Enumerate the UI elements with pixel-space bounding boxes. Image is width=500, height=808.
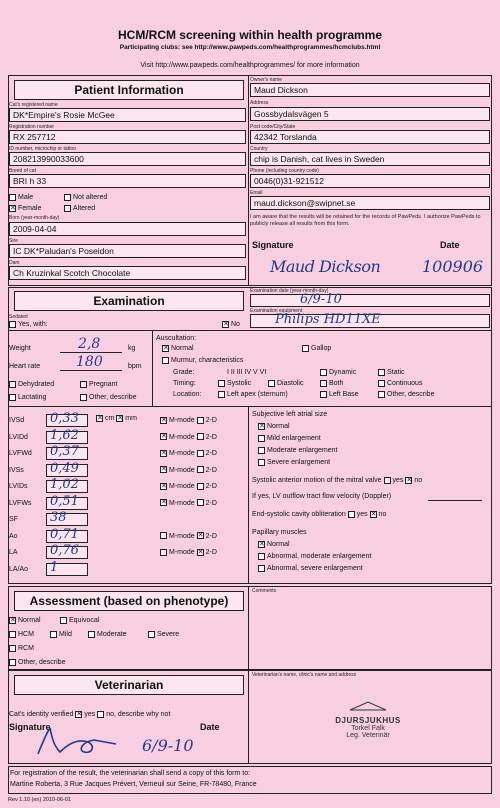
- mode-choice: [160, 482, 217, 491]
- vet-divider: [248, 670, 249, 764]
- female-checkbox[interactable]: [9, 205, 16, 212]
- ausc-normal-checkbox[interactable]: [162, 345, 169, 352]
- both-label: Both: [329, 380, 344, 387]
- left-base-label: Left Base: [329, 391, 359, 398]
- dynamic-row[interactable]: [320, 368, 356, 377]
- measurement-value: 0,76: [50, 543, 79, 558]
- rcm-checkbox[interactable]: [9, 645, 16, 652]
- sire-field[interactable]: IC DK*Paludan's Poseidon: [9, 244, 246, 258]
- sedated-label: Sedated: [9, 314, 28, 320]
- twod-checkbox[interactable]: [197, 466, 204, 473]
- twod-checkbox[interactable]: [197, 499, 204, 506]
- country-field[interactable]: chip is Danish, cat lives in Sweden: [250, 152, 490, 166]
- hr-label: Heart rate: [9, 363, 41, 370]
- owner-signature: Maud Dickson: [270, 257, 381, 276]
- measurement-label: SF: [9, 516, 18, 523]
- murmur-label: Murmur, characteristics: [171, 357, 244, 364]
- pap-normal-row[interactable]: [258, 540, 290, 549]
- vet-stamp: [320, 698, 416, 739]
- footer-line1: For registration of the result, the veterinarian shall send a copy of this form to:: [10, 770, 251, 777]
- severe-checkbox[interactable]: [258, 459, 265, 466]
- comments-divider: [248, 586, 249, 670]
- continuous-checkbox[interactable]: [378, 380, 385, 387]
- dam-field[interactable]: Ch Kruzinkal Scotch Chocolate: [9, 266, 246, 280]
- assess-severe-label: Severe: [157, 631, 180, 638]
- breed-field[interactable]: BRI h 33: [9, 174, 246, 188]
- location-label: Location:: [173, 391, 202, 398]
- systolic-checkbox[interactable]: [218, 380, 225, 387]
- dynamic-label: Dynamic: [329, 369, 357, 376]
- systolic-label: Systolic: [227, 380, 252, 387]
- left-base-checkbox[interactable]: [320, 391, 327, 398]
- mode-choice: [160, 548, 217, 557]
- twod-checkbox[interactable]: [197, 483, 204, 490]
- cm-checkbox[interactable]: [96, 415, 103, 422]
- other-describe-label: Other, describe: [89, 394, 137, 401]
- twod-label: 2-D: [205, 417, 217, 424]
- measurement-label: LA/Ao: [9, 565, 29, 573]
- measurement-label: IVSd: [9, 417, 25, 424]
- stamp-title: Leg. Veterinär: [346, 732, 390, 739]
- no-label: No: [231, 321, 240, 328]
- hcm-checkbox[interactable]: [9, 631, 16, 638]
- mmode-label: M-mode: [169, 450, 195, 457]
- measurement-label: LVFWd: [9, 450, 32, 457]
- address-field[interactable]: Gossbydalsvägen 5: [250, 107, 490, 121]
- left-apex-label: Left apex (sternum): [227, 391, 288, 398]
- murmur-row[interactable]: [162, 356, 243, 365]
- altered-label: Altered: [73, 205, 96, 212]
- twod-label: 2-D: [205, 549, 217, 556]
- pap-mod-checkbox[interactable]: [258, 553, 265, 560]
- static-row[interactable]: [378, 368, 405, 377]
- mild-checkbox[interactable]: [258, 435, 265, 442]
- mmode-checkbox[interactable]: [160, 450, 167, 457]
- measurement-label: IVSs: [9, 466, 24, 474]
- equivocal-checkbox[interactable]: [60, 617, 67, 624]
- sam-row: [252, 476, 422, 485]
- pregnant-checkbox[interactable]: [80, 381, 87, 388]
- mm-checkbox[interactable]: [116, 415, 123, 422]
- sedated-no-checkbox[interactable]: [222, 321, 229, 328]
- gallop-checkbox[interactable]: [302, 345, 309, 352]
- form-title: HCM/RCM screening within health programme: [117, 28, 383, 42]
- dam-label: Dam: [9, 260, 20, 266]
- not-altered-row[interactable]: [64, 193, 107, 202]
- subj-normal-checkbox[interactable]: [258, 423, 265, 430]
- exam-date: 6/9-10: [300, 292, 342, 307]
- owner-sig-date: 100906: [422, 257, 484, 276]
- comments-label: Comments: [252, 588, 277, 594]
- ausc-normal-label: Normal: [171, 345, 194, 352]
- grade-label: Grade:: [173, 369, 195, 376]
- cm-label: cm: [105, 415, 115, 422]
- assess-normal-checkbox[interactable]: [9, 617, 16, 624]
- lactating-checkbox[interactable]: [9, 394, 16, 401]
- hcm-row[interactable]: [9, 630, 34, 639]
- mmode-checkbox[interactable]: [160, 417, 167, 424]
- pap-sev-checkbox[interactable]: [258, 565, 265, 572]
- pap-normal-label: Normal: [267, 541, 290, 548]
- lactating-label: Lactating: [18, 394, 47, 401]
- static-checkbox[interactable]: [378, 369, 385, 376]
- pap-mod-label: Abnormal, moderate enlargement: [267, 553, 372, 560]
- mode-choice: [160, 499, 217, 508]
- pap-sev-row[interactable]: [258, 564, 363, 573]
- sedated-yes-row[interactable]: [9, 320, 48, 329]
- mode-choice: [160, 416, 217, 425]
- exam-date-label: Examination date (year-month-day): [250, 288, 329, 294]
- eso-yes-label: yes: [356, 511, 368, 518]
- twod-checkbox[interactable]: [197, 417, 204, 424]
- female-label: Female: [18, 205, 42, 212]
- weight-value: 2,8: [78, 336, 101, 352]
- identity-row: [9, 710, 170, 719]
- moderate-label: Moderate enlargement: [267, 447, 338, 454]
- unit-choice: [96, 414, 137, 423]
- consent-text: I am aware that the results will be retained for the records of PawPeds. I authorize PawPeds to publicly release all results from this form.: [250, 214, 481, 227]
- measurement-value: 0,49: [50, 460, 79, 476]
- measurement-label: LVIDs: [9, 483, 28, 490]
- exam-title: Examination: [93, 294, 165, 308]
- diastolic-row[interactable]: [268, 379, 303, 388]
- mmode-label: M-mode: [169, 433, 195, 441]
- assess-other-row[interactable]: [9, 658, 65, 667]
- stamp-name: Torkel Falk: [351, 725, 385, 732]
- measurement-value: 0,37: [50, 444, 79, 459]
- sam-label: Systolic anterior motion of the mitral valve: [252, 477, 382, 484]
- reg-field[interactable]: RX 257712: [9, 130, 246, 144]
- mode-choice: [160, 433, 217, 442]
- pap-sev-label: Abnormal, severe enlargement: [267, 565, 363, 572]
- severe-label: Severe enlargement: [267, 459, 331, 466]
- twod-label: 2-D: [205, 433, 217, 441]
- assess-mild-checkbox[interactable]: [50, 631, 57, 638]
- patient-title: Patient Information: [74, 83, 184, 97]
- mmode-label: M-mode: [169, 483, 195, 490]
- assess-mild-row[interactable]: [50, 630, 72, 639]
- vet-date-label: Date: [200, 722, 220, 732]
- born-label: Born (year-month-day): [9, 215, 60, 221]
- ausc-divider: [152, 330, 153, 406]
- not-altered-label: Not altered: [73, 194, 108, 201]
- gallop-label: Gallop: [311, 345, 332, 352]
- dehydrated-label: Dehydrated: [18, 381, 55, 388]
- timing-label: Timing:: [173, 380, 196, 387]
- owner-name-field[interactable]: Maud Dickson: [250, 83, 490, 97]
- stamp-clinic: DJURSJUKHUS: [335, 716, 401, 725]
- mmode-label: M-mode: [169, 532, 195, 540]
- lactating-row[interactable]: [9, 393, 46, 402]
- reg-label: Registration number: [9, 124, 55, 130]
- grades: I II III IV V VI: [227, 369, 267, 376]
- mmode-checkbox[interactable]: [160, 549, 167, 556]
- male-label: Male: [18, 194, 34, 201]
- eso-no-checkbox[interactable]: [370, 511, 377, 518]
- exam-date-field[interactable]: [250, 294, 490, 307]
- owner-name-label: Owner's name: [250, 77, 283, 83]
- assess-moderate-checkbox[interactable]: [88, 631, 95, 638]
- dehydrated-checkbox[interactable]: [9, 381, 16, 388]
- born-field[interactable]: 2009-04-04: [9, 222, 246, 236]
- dehydrated-row[interactable]: [9, 380, 54, 389]
- other-describe-checkbox[interactable]: [80, 394, 87, 401]
- both-row[interactable]: [320, 379, 343, 388]
- sire-label: Sire: [9, 238, 18, 244]
- measurement-label: LVIDd: [9, 433, 28, 441]
- twod-checkbox[interactable]: [197, 549, 204, 556]
- cat-name-label: Cat's registered name: [9, 102, 58, 108]
- breed-label: Breed of cat: [9, 168, 36, 174]
- sam-no-label: no: [414, 477, 423, 484]
- equip: Philips HD11XE: [275, 312, 381, 327]
- measurement-value: 1: [50, 559, 59, 575]
- diastolic-checkbox[interactable]: [268, 380, 275, 387]
- assess-moderate-row[interactable]: [88, 630, 127, 639]
- lvot-label: If yes, LV outflow tract flow velocity (Doppler): [252, 493, 392, 500]
- identity-yes-label: yes: [84, 711, 96, 718]
- assess-other-checkbox[interactable]: [9, 659, 16, 666]
- measurement-label: LA: [9, 549, 18, 556]
- left-apex-checkbox[interactable]: [218, 391, 225, 398]
- patient-divider: [248, 75, 249, 286]
- lvot-line: [428, 500, 482, 501]
- altered-checkbox[interactable]: [64, 205, 71, 212]
- country-label: Country: [250, 146, 268, 152]
- pregnant-row[interactable]: [80, 380, 117, 389]
- continuous-label: Continuous: [387, 380, 423, 387]
- dynamic-checkbox[interactable]: [320, 369, 327, 376]
- vet-signature-label: Signature: [9, 722, 51, 732]
- weight-label: Weight: [9, 345, 31, 352]
- rev-text: Rev 1.10 (en) 2010-06-01: [8, 797, 71, 803]
- vet-title: Veterinarian: [94, 678, 164, 692]
- static-label: Static: [387, 369, 405, 376]
- mm-label: mm: [125, 415, 137, 422]
- assess-other-label: Other, describe: [18, 659, 66, 666]
- mild-label: Mild enlargement: [267, 435, 321, 442]
- twod-checkbox[interactable]: [197, 433, 204, 440]
- both-checkbox[interactable]: [320, 380, 327, 387]
- sex-female-row[interactable]: [9, 204, 41, 213]
- hr-line: [60, 370, 122, 371]
- vet-date: 6/9-10: [142, 736, 194, 755]
- pap-title: Papillary muscles: [252, 529, 307, 536]
- measurement-value: 0,33: [50, 411, 79, 426]
- identity-no-label: no, describe why not: [106, 711, 171, 718]
- murmur-checkbox[interactable]: [162, 357, 169, 364]
- eso-yes-checkbox[interactable]: [348, 511, 355, 518]
- diastolic-label: Diastolic: [277, 380, 304, 387]
- assess-normal-label: Normal: [18, 617, 41, 624]
- measurement-value: 0,71: [50, 526, 79, 542]
- not-altered-checkbox[interactable]: [64, 194, 71, 201]
- yes-with-label: Yes, with:: [18, 321, 48, 328]
- weight-unit: kg: [128, 345, 136, 352]
- id-label: ID number, microchip or tattoo: [9, 146, 76, 152]
- eso-row: [252, 510, 386, 519]
- eso-label: End-systolic cavity obliteration: [252, 511, 346, 518]
- twod-label: 2-D: [205, 532, 217, 540]
- cat-name-field[interactable]: DK*Empire's Rosie McGee: [9, 108, 246, 122]
- mode-choice: [160, 532, 217, 541]
- owner-date-label: Date: [440, 240, 460, 250]
- mode-choice: [160, 449, 217, 458]
- mmode-label: M-mode: [169, 466, 195, 474]
- subj-title: Subjective left atrial size: [252, 411, 328, 418]
- ausc-other-row[interactable]: [378, 390, 434, 399]
- exam-sep-1: [8, 330, 492, 331]
- mmode-checkbox[interactable]: [160, 466, 167, 473]
- sam-no-checkbox[interactable]: [405, 477, 412, 484]
- altered-row[interactable]: [64, 204, 95, 213]
- eso-no-label: no: [378, 511, 387, 518]
- mode-choice: [160, 466, 217, 475]
- assess-mild-label: Mild: [59, 631, 72, 638]
- equip-label: Examination equipment: [250, 308, 303, 314]
- email-field[interactable]: maud.dickson@swipnet.se: [250, 196, 490, 210]
- mmode-label: M-mode: [169, 499, 195, 507]
- measurement-value: 38: [50, 510, 67, 525]
- phone-label: Phone (including country code): [250, 168, 319, 174]
- measurement-label: Ao: [9, 532, 18, 540]
- assessment-title: Assessment (based on phenotype): [29, 594, 229, 608]
- identity-no-checkbox[interactable]: [97, 711, 104, 718]
- id-field[interactable]: 208213990033600: [9, 152, 246, 166]
- owner-signature-label: Signature: [252, 240, 294, 250]
- subj-normal-row[interactable]: [258, 422, 290, 431]
- clubs-line: Participating clubs: see http://www.pawpeds.com/healthprogrammes/hcmclubs.html: [119, 44, 381, 51]
- measurement-value: 1,02: [50, 477, 79, 492]
- sam-yes-label: yes: [392, 477, 404, 484]
- sedated-yes-checkbox[interactable]: [9, 321, 16, 328]
- sex-male-row[interactable]: [9, 193, 33, 202]
- systolic-row[interactable]: [218, 379, 251, 388]
- moderate-row[interactable]: [258, 446, 337, 455]
- mmode-label: M-mode: [169, 417, 195, 424]
- pap-normal-checkbox[interactable]: [258, 541, 265, 548]
- subj-normal-label: Normal: [267, 423, 290, 430]
- twod-label: 2-D: [205, 499, 217, 507]
- mmode-checkbox[interactable]: [160, 433, 167, 440]
- twod-checkbox[interactable]: [197, 450, 204, 457]
- weight-line: [60, 352, 122, 353]
- moderate-checkbox[interactable]: [258, 447, 265, 454]
- left-apex-row[interactable]: [218, 390, 288, 399]
- visit-line: Visit http://www.pawpeds.com/healthprogrammes/ for more information: [140, 62, 360, 69]
- mmode-checkbox[interactable]: [160, 532, 167, 539]
- twod-checkbox[interactable]: [197, 532, 204, 539]
- sam-yes-checkbox[interactable]: [384, 477, 391, 484]
- vet-name-label: Veterinarian's name, clinic's name and address: [252, 672, 357, 678]
- email-label: Email: [250, 190, 263, 196]
- measurement-label: LVFWs: [9, 499, 32, 507]
- severe-row[interactable]: [258, 458, 330, 467]
- assess-normal-row[interactable]: [9, 616, 41, 625]
- mmode-checkbox[interactable]: [160, 499, 167, 506]
- footer-line2: Martine Roberta, 3 Rue Jacques Prévert, Verneuil sur Seine, FR-78480, France: [10, 781, 257, 788]
- mild-row[interactable]: [258, 434, 321, 443]
- post-field[interactable]: 42342 Torslanda: [250, 130, 490, 144]
- hr-unit: bpm: [128, 363, 142, 370]
- measurement-value: 1,62: [50, 427, 79, 443]
- pregnant-label: Pregnant: [89, 381, 118, 388]
- mmode-label: M-mode: [169, 549, 195, 556]
- assess-moderate-label: Moderate: [97, 631, 127, 638]
- vet-signature: [30, 724, 120, 760]
- equivocal-label: Equivocal: [69, 617, 100, 624]
- rcm-label: RCM: [18, 645, 34, 652]
- twod-label: 2-D: [205, 483, 217, 490]
- ausc-other-checkbox[interactable]: [378, 391, 385, 398]
- equivocal-row[interactable]: [60, 616, 99, 625]
- assess-severe-checkbox[interactable]: [148, 631, 155, 638]
- address-label: Address: [250, 100, 269, 106]
- ausc-normal-row[interactable]: [162, 344, 194, 353]
- rcm-row[interactable]: [9, 644, 34, 653]
- stamp-crest-icon: [348, 701, 388, 711]
- twod-label: 2-D: [205, 450, 217, 457]
- exam-sep-2: [8, 406, 492, 407]
- left-base-row[interactable]: [320, 390, 359, 399]
- hcm-label: HCM: [18, 631, 34, 638]
- phone-field[interactable]: 0046(0)31-921512: [250, 174, 490, 188]
- pap-mod-row[interactable]: [258, 552, 371, 561]
- mmode-checkbox[interactable]: [160, 483, 167, 490]
- continuous-row[interactable]: [378, 379, 422, 388]
- hr-value: 180: [76, 354, 103, 370]
- gallop-row[interactable]: [302, 344, 331, 353]
- male-checkbox[interactable]: [9, 194, 16, 201]
- sedated-no-row[interactable]: [222, 320, 240, 329]
- ausc-label: Auscultation:: [156, 335, 197, 342]
- twod-label: 2-D: [205, 466, 217, 474]
- identity-label: Cat's identity verified: [9, 711, 74, 718]
- identity-yes-checkbox[interactable]: [75, 711, 82, 718]
- other-describe-row[interactable]: [80, 393, 136, 402]
- measurement-value: 0,51: [50, 493, 79, 509]
- post-label: Post code/City/State: [250, 124, 296, 130]
- assess-severe-row[interactable]: [148, 630, 179, 639]
- ausc-other-label: Other, describe: [387, 391, 435, 398]
- subj-divider: [248, 406, 249, 584]
